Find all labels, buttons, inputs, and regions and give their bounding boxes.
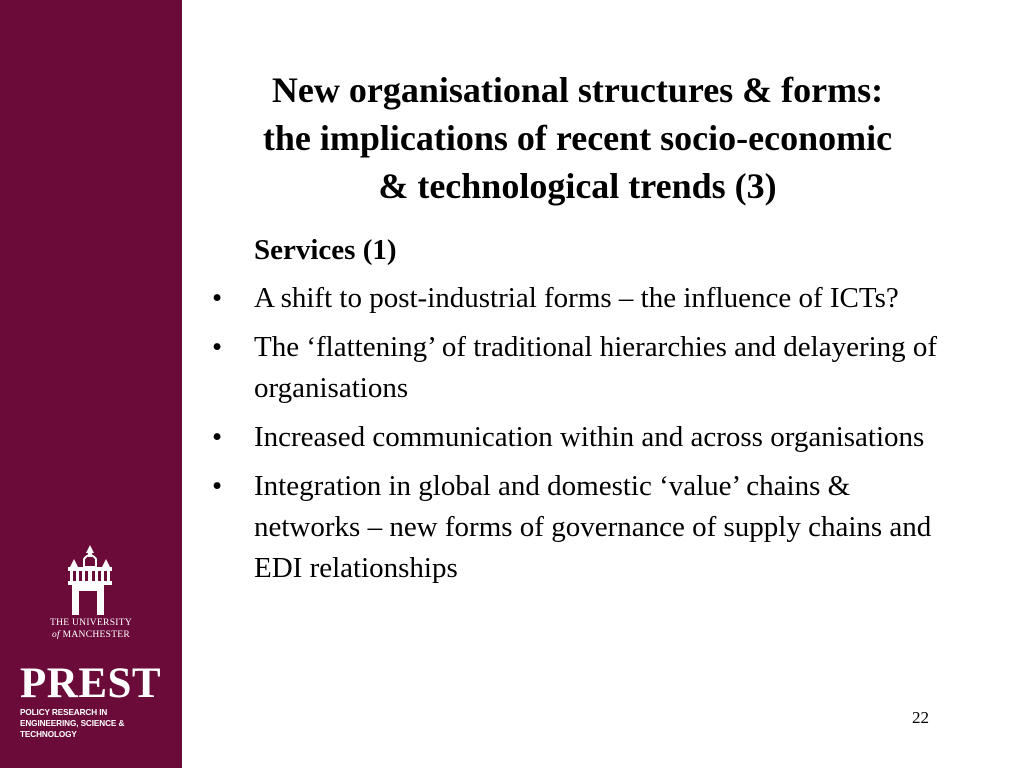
bullet-mark: • [212,470,223,502]
bullet-item [212,327,952,409]
prest-logo [20,660,180,740]
slide-title-line: New organisational structures & forms: [271,70,884,110]
bullet-text: Increased communication within and across organisations [254,421,925,453]
slide-title [205,66,950,210]
university-of: of [51,630,60,640]
bullet-text: A shift to post-industrial forms – the influence of ICTs? [254,282,899,314]
university-crest-icon [64,545,116,615]
university-line2 [0,629,182,641]
university-line1: THE UNIVERSITY [49,618,133,628]
bullet-mark: • [212,421,223,453]
prest-subtitle-line2: ENGINEERING, SCIENCE & TECHNOLOGY [20,719,125,739]
bullet-item [212,278,952,319]
bullet-text: The ‘flattening’ of traditional hierarchies and delayering of organisations [254,331,938,404]
bullet-text: Integration in global and domestic ‘value’ chains & networks – new forms of governance of supply chains and EDI relationships [254,470,932,584]
university-manchester: MANCHESTER [62,630,131,640]
university-name [0,617,182,641]
bullet-item [212,466,952,589]
sidebar-panel [0,0,182,768]
bullet-mark: • [212,331,223,363]
slide-subheading: Services (1) [254,234,397,266]
prest-logo-subtitle [20,707,180,740]
slide-title-line: the implications of recent socio-economic [262,118,893,158]
bullet-item [212,417,952,458]
slide-body [212,230,952,597]
prest-logo-word: PREST [20,660,162,707]
bullet-list [212,278,952,589]
slide-title-line: & technological trends (3) [378,166,777,206]
bullet-mark: • [212,282,223,314]
prest-subtitle-line1: POLICY RESEARCH IN [20,708,108,717]
page-number: 22 [912,708,929,727]
